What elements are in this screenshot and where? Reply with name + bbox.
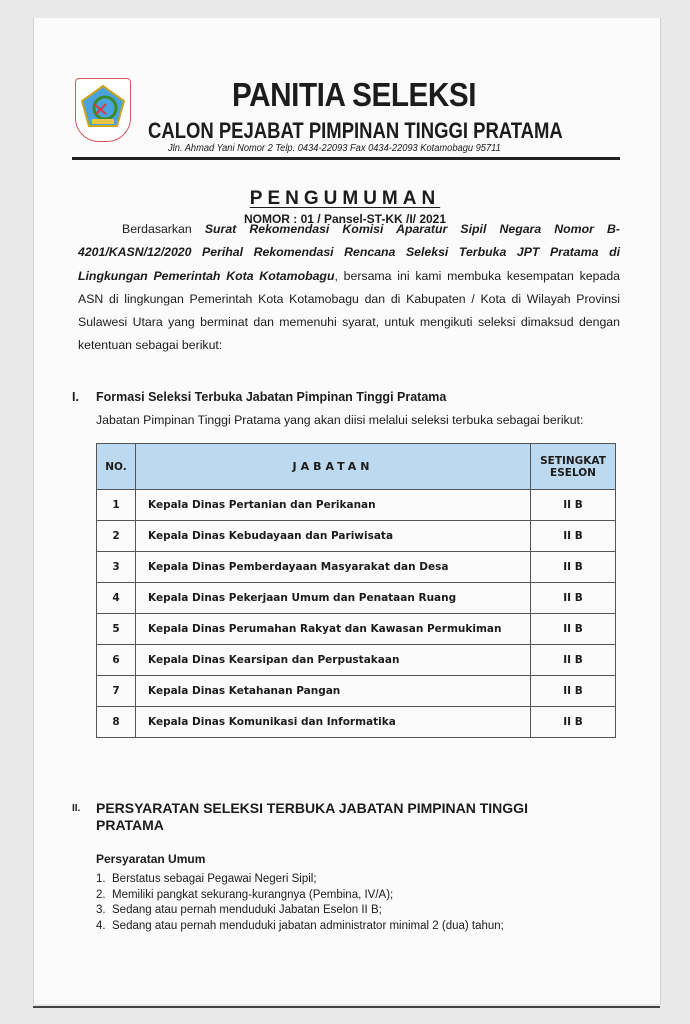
section-1-title: Formasi Seleksi Terbuka Jabatan Pimpinan Tinggi Pratama xyxy=(96,390,447,404)
cell-eselon: II B xyxy=(531,645,616,676)
section-2-heading xyxy=(72,800,592,834)
cell-eselon: II B xyxy=(531,614,616,645)
table-row xyxy=(97,707,616,738)
table-row xyxy=(97,676,616,707)
city-emblem-logo xyxy=(75,78,131,142)
cell-no: 6 xyxy=(97,645,136,676)
header-address: Jln. Ahmad Yani Nomor 2 Telp. 0434-22093 Fax 0434-22093 Kotamobagu 95711 xyxy=(168,143,501,154)
requirement-item xyxy=(96,919,504,935)
cell-jabatan: Kepala Dinas Pemberdayaan Masyarakat dan Desa xyxy=(136,552,531,583)
cell-no: 2 xyxy=(97,521,136,552)
cell-no: 8 xyxy=(97,707,136,738)
table-row xyxy=(97,645,616,676)
section-2-number: II. xyxy=(72,803,81,814)
requirement-number: 4. xyxy=(96,919,106,932)
page-divider xyxy=(33,1006,660,1008)
table-row xyxy=(97,490,616,521)
cell-jabatan: Kepala Dinas Pekerjaan Umum dan Penataan Ruang xyxy=(136,583,531,614)
cell-eselon: II B xyxy=(531,552,616,583)
cell-eselon: II B xyxy=(531,676,616,707)
header-eselon-line2: ESELON xyxy=(550,466,596,479)
requirement-item xyxy=(96,872,504,888)
intro-plain-2: , bersama ini kami membuka kesempatan kepada ASN di lingkungan Pemerintah Kota Kotamobagu dan di Kabupaten / Kota di Wilayah Provinsi Sulawesi Utara yang berminat dan memenuhi syarat, untuk mengikuti seleksi dimaksud dengan ketentuan sebagai berikut: xyxy=(78,268,620,353)
cell-jabatan: Kepala Dinas Perumahan Rakyat dan Kawasan Permukiman xyxy=(136,614,531,645)
requirements-list xyxy=(96,872,504,934)
requirement-number: 1. xyxy=(96,873,106,885)
intro-reference: Surat Rekomendasi Komisi Aparatur Sipil Negara Nomor B-4201/KASN/12/2020 Perihal Rekomendasi Rencana Seleksi Terbuka JPT Pratama di Lingkungan Pemerintah Kota Kotamobagu xyxy=(78,222,620,283)
requirement-text: Sedang atau pernah menduduki Jabatan Eselon II B; xyxy=(112,904,382,916)
cell-eselon: II B xyxy=(531,490,616,521)
section-2-title: PERSYARATAN SELEKSI TERBUKA JABATAN PIMPINAN TINGGI PRATAMA xyxy=(96,800,528,833)
cell-no: 3 xyxy=(97,552,136,583)
header-title: PANITIA SELEKSI xyxy=(232,76,477,113)
announcement-title xyxy=(0,188,690,210)
header-rule xyxy=(72,157,620,160)
cell-no: 1 xyxy=(97,490,136,521)
table-row xyxy=(97,521,616,552)
requirement-number: 3. xyxy=(96,904,106,916)
intro-plain-1: Berdasarkan xyxy=(122,222,205,236)
requirement-text: Sedang atau pernah menduduki jabatan administrator minimal 2 (dua) tahun; xyxy=(112,919,504,932)
announcement-title-text: PENGUMUMAN xyxy=(249,188,441,209)
requirement-text: Memiliki pangkat sekurang-kurangnya (Pembina, IV/A); xyxy=(112,888,394,901)
section-1-heading xyxy=(72,390,446,404)
table-header-row xyxy=(97,444,616,490)
header-eselon-line1: SETINGKAT xyxy=(540,454,606,467)
intro-paragraph xyxy=(78,218,620,358)
header-jabatan: JABATAN xyxy=(136,444,531,490)
requirement-number: 2. xyxy=(96,888,106,901)
cell-no: 4 xyxy=(97,583,136,614)
cell-no: 7 xyxy=(97,676,136,707)
cell-jabatan: Kepala Dinas Kebudayaan dan Pariwisata xyxy=(136,521,531,552)
cell-eselon: II B xyxy=(531,521,616,552)
table-row xyxy=(97,583,616,614)
requirement-item xyxy=(96,903,504,919)
cell-jabatan: Kepala Dinas Ketahanan Pangan xyxy=(136,676,531,707)
announcement-number: NOMOR : 01 / Pansel-ST-KK /I/ 2021 xyxy=(243,212,447,226)
section-1-number: I. xyxy=(72,390,79,404)
requirement-item xyxy=(96,888,504,904)
requirement-text: Berstatus sebagai Pegawai Negeri Sipil; xyxy=(112,873,317,885)
cell-jabatan: Kepala Dinas Pertanian dan Perikanan xyxy=(136,490,531,521)
general-requirements-heading: Persyaratan Umum xyxy=(96,852,206,866)
cell-eselon: II B xyxy=(531,583,616,614)
table-row xyxy=(97,614,616,645)
cell-eselon: II B xyxy=(531,707,616,738)
cell-no: 5 xyxy=(97,614,136,645)
header-eselon xyxy=(531,444,616,490)
cell-jabatan: Kepala Dinas Kearsipan dan Perpustakaan xyxy=(136,645,531,676)
header-subtitle: CALON PEJABAT PIMPINAN TINGGI PRATAMA xyxy=(148,118,563,143)
positions-table xyxy=(96,443,616,738)
table-row xyxy=(97,552,616,583)
cell-jabatan: Kepala Dinas Komunikasi dan Informatika xyxy=(136,707,531,738)
header-no: NO. xyxy=(97,444,136,490)
section-1-description: Jabatan Pimpinan Tinggi Pratama yang akan diisi melalui seleksi terbuka sebagai berikut: xyxy=(96,413,584,427)
